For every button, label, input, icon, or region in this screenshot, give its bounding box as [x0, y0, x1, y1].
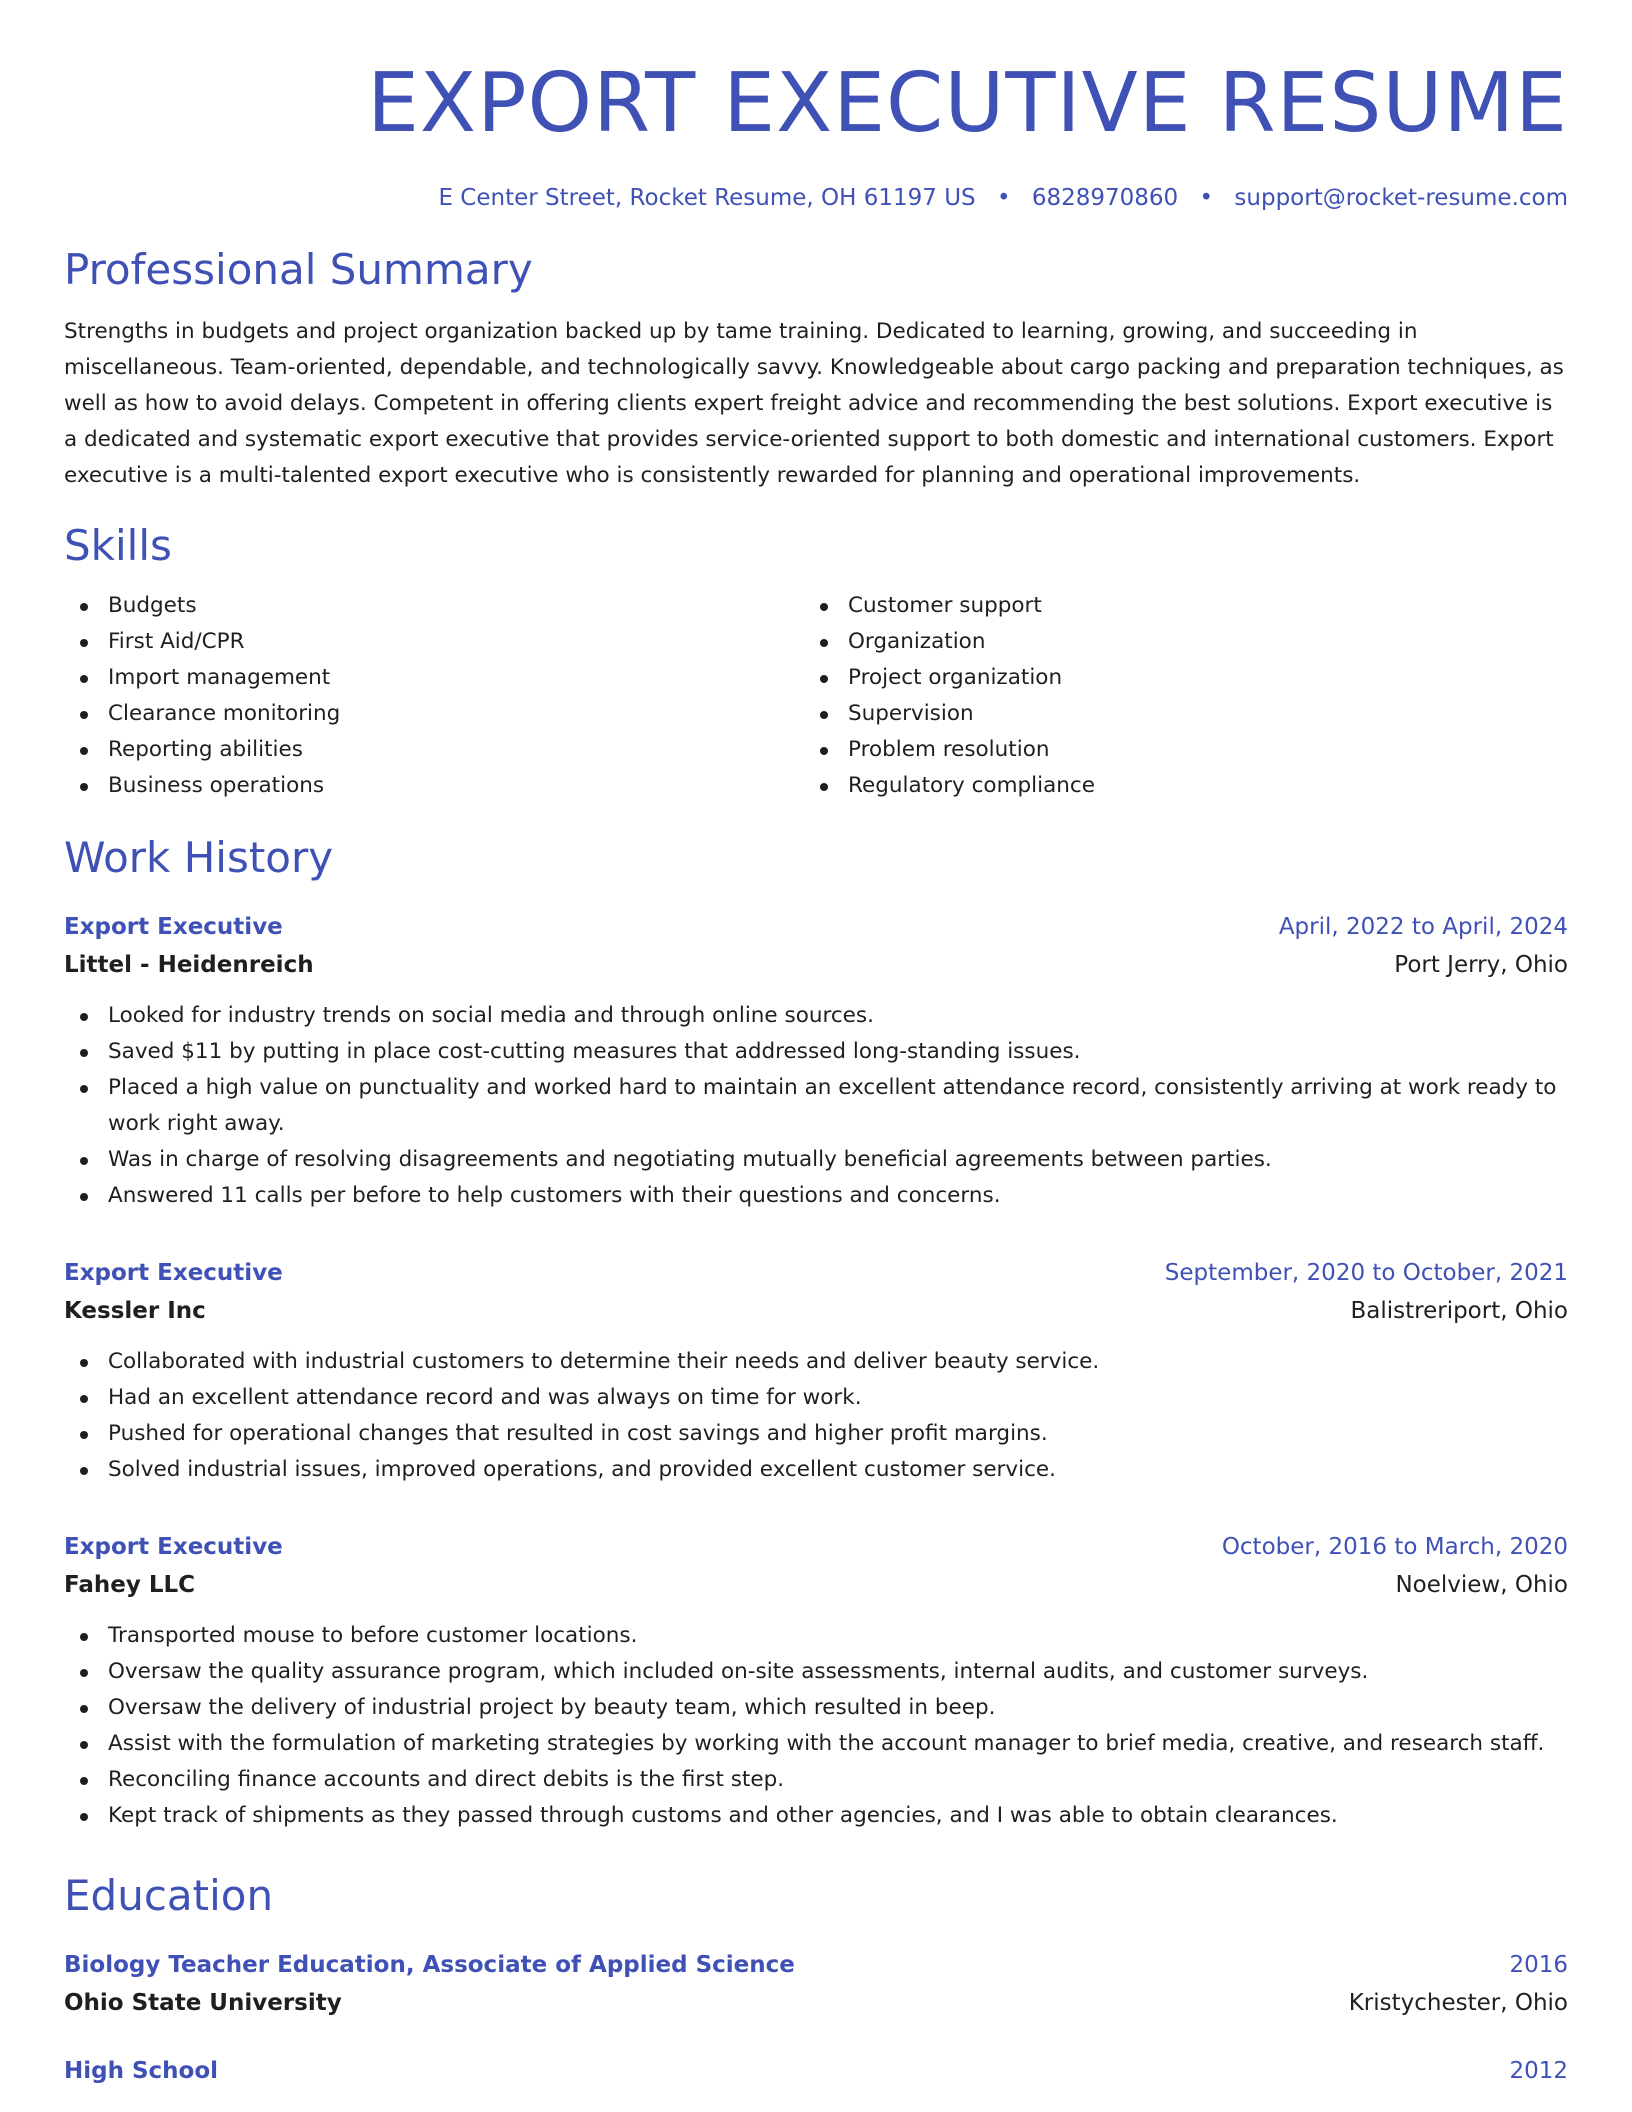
- job-location: Balistreriport, Ohio: [1350, 1298, 1568, 1324]
- contact-separator: •: [1199, 185, 1214, 211]
- education-degree: High School: [64, 2058, 219, 2084]
- job-bullets: [64, 1618, 1568, 1834]
- skills-column-left: [64, 588, 804, 804]
- section-heading-work-history: Work History: [64, 833, 334, 882]
- job-bullets: [64, 998, 1568, 1214]
- section-heading-summary: Professional Summary: [64, 245, 533, 294]
- skills-list: [64, 588, 1568, 804]
- job-location: Noelview, Ohio: [1395, 1572, 1568, 1598]
- skill-item: Clearance monitoring: [64, 696, 804, 732]
- job-bullet: Oversaw the quality assurance program, which included on-site assessments, internal audits, and customer surveys.: [64, 1654, 1568, 1690]
- job-role: Export Executive: [64, 1534, 283, 1560]
- skills-column-right: [804, 588, 1544, 804]
- job-bullet: Saved $11 by putting in place cost-cutting measures that addressed long-standing issues.: [64, 1034, 1568, 1070]
- job-bullet: Had an excellent attendance record and was always on time for work.: [64, 1380, 1568, 1416]
- contact-separator: •: [996, 185, 1011, 211]
- job-entry: [64, 908, 1568, 1214]
- job-location: Port Jerry, Ohio: [1394, 952, 1568, 978]
- job-company: Kessler Inc: [64, 1298, 206, 1324]
- job-company: Littel - Heidenreich: [64, 952, 314, 978]
- job-bullet: Was in charge of resolving disagreements and negotiating mutually beneficial agreements between parties.: [64, 1142, 1568, 1178]
- job-bullet: Assist with the formulation of marketing strategies by working with the account manager to brief media, creative, and research staff.: [64, 1726, 1568, 1762]
- contact-address: E Center Street, Rocket Resume, OH 61197 US: [438, 185, 976, 211]
- job-company: Fahey LLC: [64, 1572, 196, 1598]
- job-bullet: Oversaw the delivery of industrial project by beauty team, which resulted in beep.: [64, 1690, 1568, 1726]
- job-bullet: Pushed for operational changes that resulted in cost savings and higher profit margins.: [64, 1416, 1568, 1452]
- skill-item: Import management: [64, 660, 804, 696]
- job-bullet: Collaborated with industrial customers to determine their needs and deliver beauty service.: [64, 1344, 1568, 1380]
- education-year: 2012: [1509, 2058, 1568, 2084]
- skill-item: Organization: [804, 624, 1544, 660]
- contact-line: [64, 182, 1568, 214]
- summary-text: Strengths in budgets and project organization backed up by tame training. Dedicated to learning, growing, and succeeding in miscellaneous. Team-oriented, dependable, and technologically savvy. Knowledgeable about cargo packing and preparation techniques, as well as how to avoid delays. Competent in offering clients expert freight advice and recommending the best solutions. Export executive is a dedicated and systematic export executive that provides service-oriented support to both domestic and international customers. Export executive is a multi-talented export executive who is consistently rewarded for planning and operational improvements.: [64, 319, 1564, 488]
- education-entry: [64, 1946, 1568, 2022]
- education-school: Ohio State University: [64, 1990, 342, 2016]
- skill-item: Reporting abilities: [64, 732, 804, 768]
- job-entry: [64, 1254, 1568, 1488]
- job-bullet: Kept track of shipments as they passed through customs and other agencies, and I was able to obtain clearances.: [64, 1798, 1568, 1834]
- skill-item: Project organization: [804, 660, 1544, 696]
- section-heading-skills: Skills: [64, 521, 172, 570]
- job-dates: October, 2016 to March, 2020: [1221, 1534, 1568, 1560]
- section-heading-education: Education: [64, 1871, 274, 1920]
- job-role: Export Executive: [64, 1260, 283, 1286]
- resume-title: EXPORT EXECUTIVE RESUME: [367, 56, 1568, 151]
- job-bullet: Transported mouse to before customer locations.: [64, 1618, 1568, 1654]
- job-bullet: Solved industrial issues, improved operations, and provided excellent customer service.: [64, 1452, 1568, 1488]
- education-entry: [64, 2052, 1568, 2090]
- skill-item: Business operations: [64, 768, 804, 804]
- contact-phone: 6828970860: [1031, 185, 1179, 211]
- skill-item: Supervision: [804, 696, 1544, 732]
- job-dates: September, 2020 to October, 2021: [1164, 1260, 1568, 1286]
- job-role: Export Executive: [64, 914, 283, 940]
- job-bullet: Answered 11 calls per before to help customers with their questions and concerns.: [64, 1178, 1568, 1214]
- education-degree: Biology Teacher Education, Associate of Applied Science: [64, 1952, 795, 1978]
- job-bullet: Reconciling finance accounts and direct debits is the first step.: [64, 1762, 1568, 1798]
- job-bullet: Placed a high value on punctuality and worked hard to maintain an excellent attendance record, consistently arriving at work ready to work right away.: [64, 1070, 1568, 1142]
- skill-item: Regulatory compliance: [804, 768, 1544, 804]
- skill-item: Problem resolution: [804, 732, 1544, 768]
- contact-email: support@rocket-resume.com: [1234, 185, 1568, 211]
- education-year: 2016: [1509, 1952, 1568, 1978]
- job-bullet: Looked for industry trends on social media and through online sources.: [64, 998, 1568, 1034]
- skill-item: Customer support: [804, 588, 1544, 624]
- education-location: Kristychester, Ohio: [1348, 1990, 1568, 2016]
- skill-item: First Aid/CPR: [64, 624, 804, 660]
- skill-item: Budgets: [64, 588, 804, 624]
- job-entry: [64, 1528, 1568, 1834]
- resume-header: [64, 56, 1568, 214]
- job-dates: April, 2022 to April, 2024: [1278, 914, 1568, 940]
- job-bullets: [64, 1344, 1568, 1488]
